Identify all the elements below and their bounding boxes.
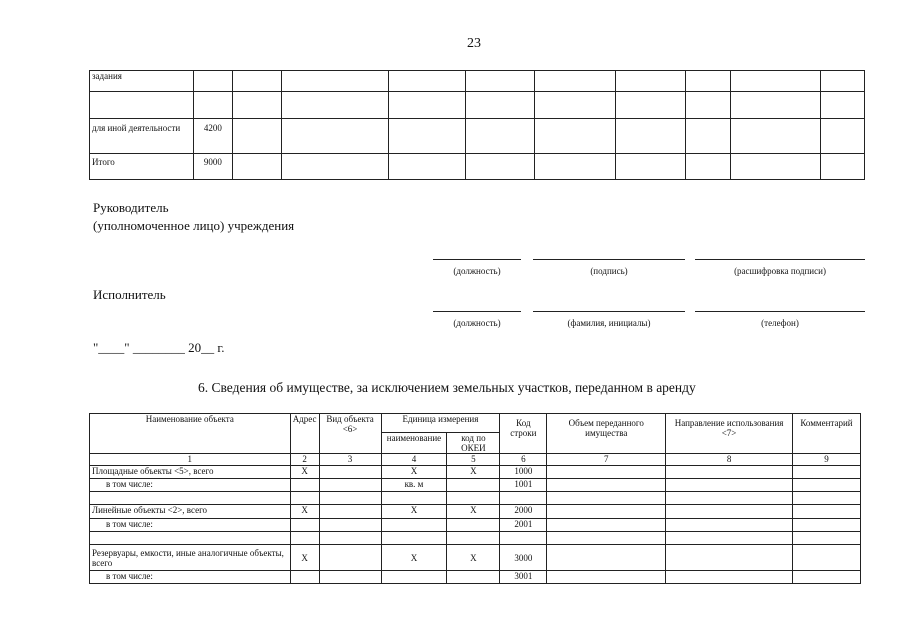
row-name: в том числе:: [90, 519, 291, 532]
table-row: [90, 71, 865, 92]
top-table: [89, 70, 865, 180]
table-row: [90, 466, 861, 479]
row-code: 3000: [500, 545, 547, 571]
section-title: 6. Сведения об имуществе, за исключением земельных участков, переданном в аренду: [198, 380, 696, 395]
row-unit-code: [447, 571, 500, 584]
row-name: [90, 532, 291, 545]
table-row: [90, 479, 861, 492]
row-name: Линейные объекты <2>, всего: [90, 505, 291, 519]
col-number: 6: [500, 454, 547, 466]
row-address: Х: [290, 505, 319, 519]
row-code: 2000: [500, 505, 547, 519]
header-unit: Единица измерения: [381, 414, 500, 433]
table-row: [90, 532, 861, 545]
col-number: 4: [381, 454, 447, 466]
table-row: [90, 92, 865, 119]
row-unit-name: [381, 519, 447, 532]
table-row: [90, 571, 861, 584]
col-number: 2: [290, 454, 319, 466]
row-code: 1000: [500, 466, 547, 479]
row-code: 9000: [193, 154, 232, 180]
row-address: Х: [290, 466, 319, 479]
head-position-caption: (должность): [453, 266, 501, 276]
executor-phone-caption: (телефон): [761, 318, 799, 328]
col-number: 8: [666, 454, 793, 466]
executor-position-line: [433, 311, 521, 312]
col-number: 3: [319, 454, 381, 466]
row-unit-name: [381, 571, 447, 584]
row-unit-code: [447, 519, 500, 532]
executor-phone-line: [695, 311, 865, 312]
col-number: 5: [447, 454, 500, 466]
table-row: [90, 154, 865, 180]
row-code: 2001: [500, 519, 547, 532]
col-number: 1: [90, 454, 291, 466]
row-label: для иной деятельности: [90, 119, 194, 154]
header-line-code: Код строки: [500, 414, 547, 454]
row-code: 3001: [500, 571, 547, 584]
row-address: [290, 571, 319, 584]
row-code: [193, 71, 232, 92]
row-code: 1001: [500, 479, 547, 492]
row-code: [500, 532, 547, 545]
table-row: [90, 505, 861, 519]
date-line: "____" ________ 20__ г.: [93, 340, 225, 355]
page-number: 23: [467, 36, 481, 51]
row-unit-name: кв. м: [381, 479, 447, 492]
head-name-line: [695, 259, 865, 260]
row-code: [500, 492, 547, 505]
row-unit-code: Х: [447, 505, 500, 519]
header-unit-code: код по ОКЕИ: [447, 433, 500, 454]
row-unit-name: Х: [381, 466, 447, 479]
row-label: [90, 92, 194, 119]
row-address: Х: [290, 545, 319, 571]
header-name: Наименование объекта: [90, 414, 291, 454]
row-unit-code: [447, 479, 500, 492]
table-row: [90, 492, 861, 505]
head-label-line1: Руководитель: [93, 200, 169, 215]
executor-name-caption: (фамилия, инициалы): [567, 318, 651, 328]
executor-position-caption: (должность): [453, 318, 501, 328]
row-unit-name: Х: [381, 545, 447, 571]
row-name: [90, 492, 291, 505]
property-table: [89, 413, 861, 584]
head-name-caption: (расшифровка подписи): [734, 266, 826, 276]
row-code: [193, 92, 232, 119]
row-name: Резервуары, емкости, иные аналогичные объекты, всего: [90, 545, 291, 571]
row-code: 4200: [193, 119, 232, 154]
row-unit-name: Х: [381, 505, 447, 519]
executor-label: Исполнитель: [93, 287, 166, 302]
row-name: в том числе:: [90, 571, 291, 584]
head-label-line2: (уполномоченное лицо) учреждения: [93, 218, 295, 233]
header-comment: Комментарий: [792, 414, 860, 454]
column-numbers-row: [90, 454, 861, 466]
table-row: [90, 545, 861, 571]
head-position-line: [433, 259, 521, 260]
header-object-type: Вид объекта <6>: [319, 414, 381, 454]
row-name: Площадные объекты <5>, всего: [90, 466, 291, 479]
table-row: [90, 519, 861, 532]
head-signature-line: [533, 259, 685, 260]
header-direction: Направление использования <7>: [666, 414, 793, 454]
row-label: задания: [90, 71, 194, 92]
row-unit-code: Х: [447, 545, 500, 571]
head-signature-caption: (подпись): [590, 266, 628, 276]
table-row: [90, 119, 865, 154]
row-label: Итого: [90, 154, 194, 180]
header-volume: Объем переданного имущества: [547, 414, 666, 454]
row-unit-code: Х: [447, 466, 500, 479]
col-number: 9: [792, 454, 860, 466]
header-unit-name: наименование: [381, 433, 447, 454]
row-address: [290, 479, 319, 492]
executor-name-line: [533, 311, 685, 312]
row-address: [290, 519, 319, 532]
header-address: Адрес: [290, 414, 319, 454]
row-name: в том числе:: [90, 479, 291, 492]
col-number: 7: [547, 454, 666, 466]
